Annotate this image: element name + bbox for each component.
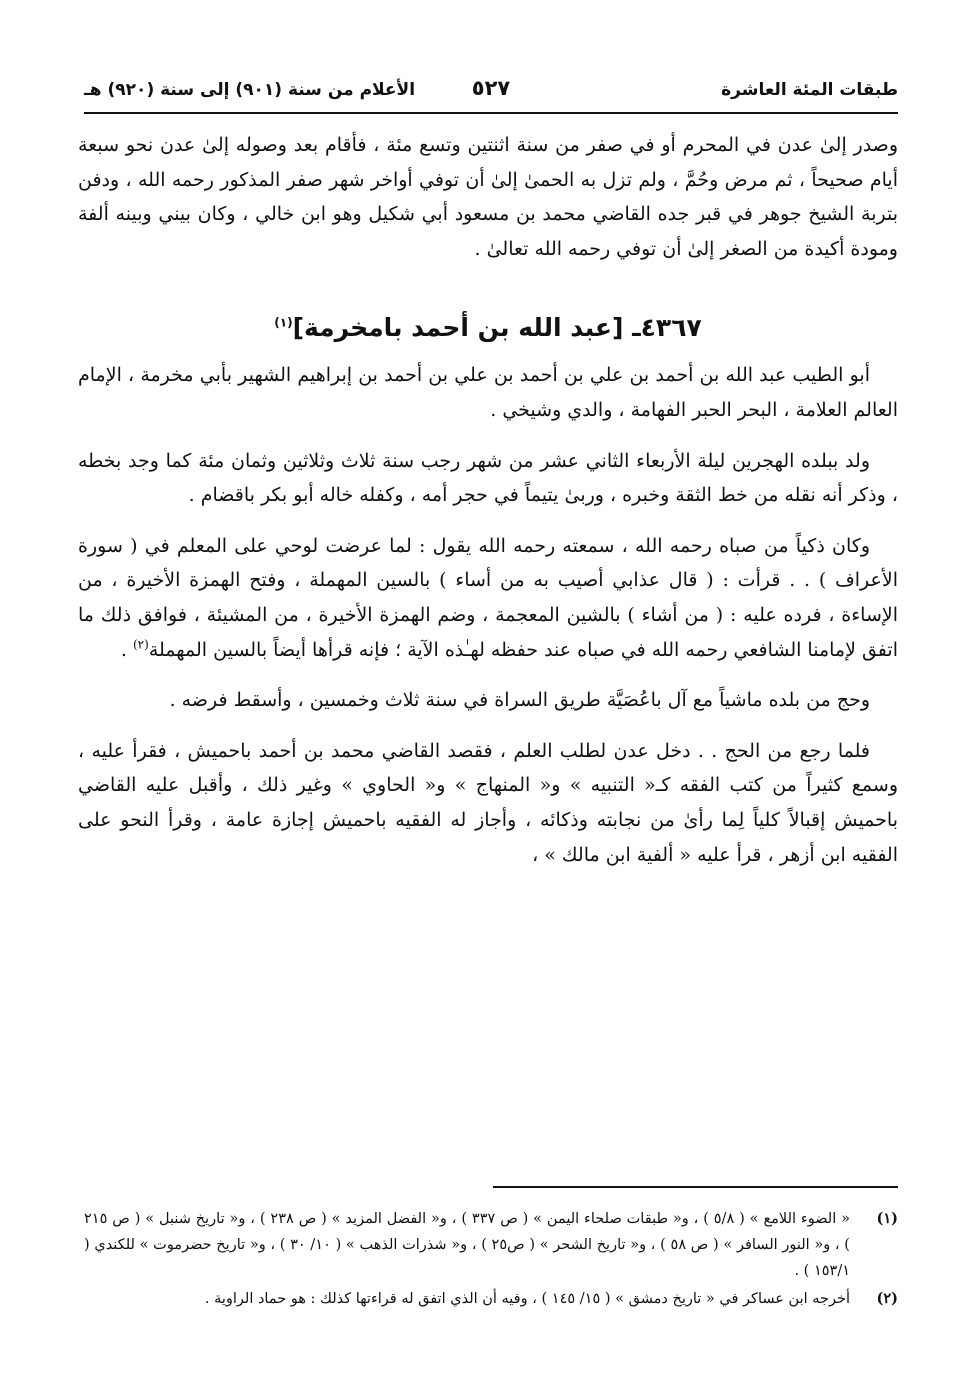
paragraph: أبو الطيب عبد الله بن أحمد بن علي بن أحمد بن علي بن أحمد بن إبراهيم الشهير بأبي مخرمة ، الإمام العالم العلامة ، البحر الحبر الفهامة ، والدي وشيخي . <box>78 364 898 421</box>
paragraph <box>78 529 898 667</box>
footnote-divider <box>493 1186 898 1188</box>
header-book-section: طبقات المئة العاشرة <box>721 80 898 100</box>
entry-title-text: ٤٣٦٧ـ [عبد الله بن أحمد بامخرمة] <box>292 313 702 343</box>
main-text <box>78 128 898 872</box>
footnote-ref: (٢) <box>132 637 149 652</box>
entry-title <box>78 308 898 348</box>
page-number: ٥٢٧ <box>471 76 511 100</box>
footnote-number: (٢) <box>876 1290 898 1307</box>
paragraph-tail: . <box>120 638 133 661</box>
footnote <box>84 1206 898 1284</box>
header-date-range: الأعلام من سنة (٩٠١) إلى سنة (٩٢٠) هـ <box>84 80 416 100</box>
paragraph: فلما رجع من الحج . . دخل عدن لطلب العلم ، فقصد القاضي محمد بن أحمد باحميش ، فقرأ عليه ، وسمع كثيراً من كتب الفقه كـ« التنبيه » و« المنهاج » و« الحاوي » وغير ذلك ، وأقبل عليه القاضي باحميش إقبالاً كلياً لِما رأىٰ من نجابته وذكائه ، وأجاز له الفقيه باحميش إجازة عامة ، وقرأ النحو على الفقيه ابن أزهر ، قرأ عليه « ألفية ابن مالك » ، <box>78 739 898 866</box>
footnote-text: أخرجه ابن عساكر في « تاريخ دمشق » ( ١٥/ ١٤٥ ) ، وفيه أن الذي اتفق له قراءتها كذلك : هو حماد الراوية . <box>204 1291 850 1307</box>
footnote-number: (١) <box>876 1210 898 1227</box>
running-header <box>84 76 898 114</box>
footnotes <box>84 1206 898 1314</box>
paragraph: ولد ببلده الهجرين ليلة الأربعاء الثاني عشر من شهر رجب سنة ثلاث وثلاثين وثمان مئة كما وجد بخطه ، وذكر أنه نقله من خط الثقة وخبره ، وربىٰ يتيماً في حجر أمه ، وكفله خاله أبو بكر باقضام . <box>78 449 898 507</box>
paragraph-text: وكان ذكياً من صباه رحمه الله ، سمعته رحمه الله يقول : لما عرضت لوحي على المعلم في ( سورة الأعراف ) . . قرأت : ( قال عذابي أصيب به من أساء ) بالسين المهملة ، وفتح الهمزة الأخيرة ، من الإساءة ، فرده عليه : ( من أشاء ) بالشين المعجمة ، وضم الهمزة الأخيرة ، من المشيئة ، فوافق ذلك ما اتفق لإمامنا الشافعي رحمه الله في صباه عند حفظه لهـٰذه الآية ؛ فإنه قرأها أيضاً بالسين المهملة <box>78 534 898 661</box>
footnote <box>84 1286 898 1312</box>
paragraph: وحج من بلده ماشياً مع آل باعُصَيَّة طريق السراة في سنة ثلاث وخمسين ، وأسقط فرضه . <box>169 689 870 712</box>
footnote-text: « الضوء اللامع » ( ٥/٨ ) ، و« طبقات صلحاء اليمن » ( ص ٣٣٧ ) ، و« الفضل المزيد » ( ص ٢٣٨ ) ، و« تاريخ شنبل » ( ص ٢١٥ ) ، و« النور السافر » ( ص ٥٨ ) ، و« تاريخ الشحر » ( ص٢٥ ) ، و« شذرات الذهب » ( ١٠/ ٣٠ ) ، و« تاريخ حضرموت » للكندي ( ١٥٣/١ ) . <box>84 1211 851 1279</box>
paragraph-continued: وصدر إلىٰ عدن في المحرم أو في صفر من سنة اثنتين وتسع مئة ، فأقام بعد وصوله إلىٰ عدن نحو سبعة أيام صحيحاً ، ثم مرض وحُمَّ ، ولم تزل به الحمىٰ إلىٰ أن توفي أواخر شهر صفر المذكور رحمه الله ، ودفن بتربة الشيخ جوهر في قبر جده القاضي محمد بن مسعود أبي شكيل وهو ابن خالي ، وكان بيني وبينه ألفة ومودة أكيدة من الصغر إلىٰ أن توفي رحمه الله تعالىٰ . <box>78 134 898 260</box>
footnote-ref: (١) <box>274 316 293 331</box>
